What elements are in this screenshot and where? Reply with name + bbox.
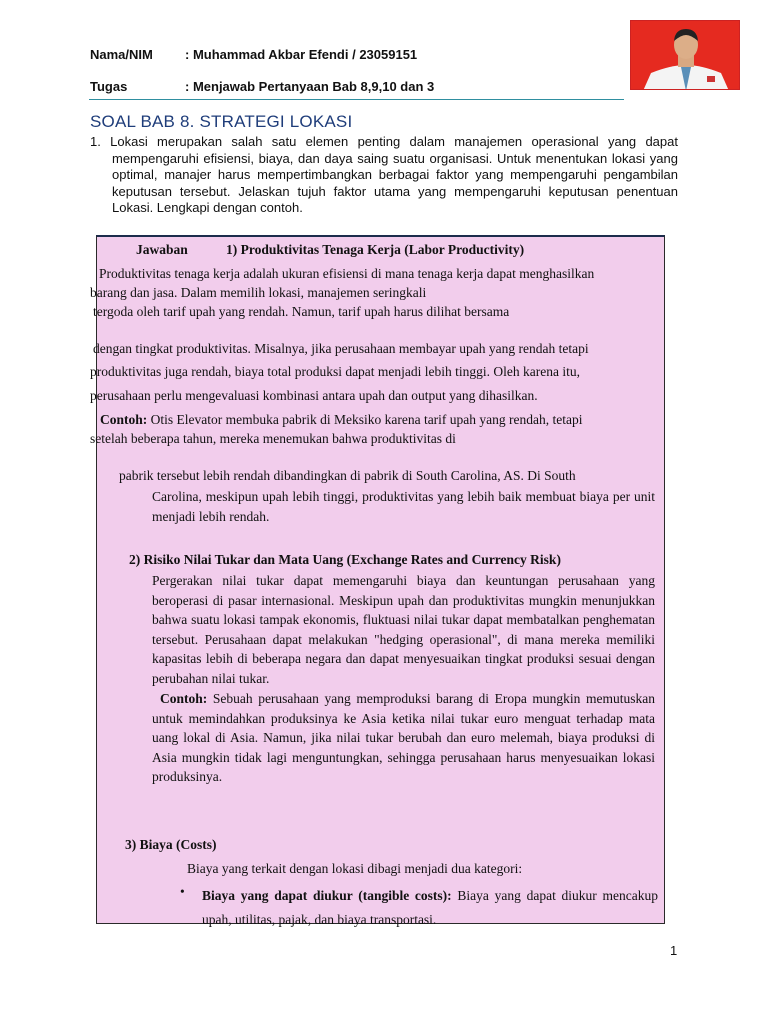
f1-example-cont-first: pabrik tersebut lebih rendah dibandingkan di pabrik di South Carolina, AS. Di South — [119, 468, 576, 483]
f2-example — [152, 689, 655, 787]
f1-line6: perusahaan perlu mengevaluasi kombinasi antara upah dan output yang dihasilkan. — [90, 388, 538, 403]
f2-example-text: Sebuah perusahaan yang memproduksi barang di Eropa mungkin memutuskan untuk memindahkan produksinya ke Asia ketika nilai tukar euro menguat terhadap mata uang lokal di Asia. Namun, jika nilai tukar berubah dan euro melemah, biaya produksi di Asia mungkin tidak lagi menguntungkan, sehingga perusahaan harus menyesuaikan lokasi produksinya. — [152, 691, 655, 784]
question-number: 1. — [90, 134, 101, 149]
f1-example-text1: Otis Elevator membuka pabrik di Meksiko karena tarif upah yang rendah, tetapi — [150, 412, 583, 427]
answer-label: Jawaban — [136, 242, 188, 257]
f1-example-label: Contoh: — [100, 412, 148, 427]
section-title: SOAL BAB 8. STRATEGI LOKASI — [90, 112, 353, 131]
f1-example-line2: setelah beberapa tahun, mereka menemukan bahwa produktivitas di — [90, 431, 456, 446]
f1-line3: tergoda oleh tarif upah yang rendah. Namun, tarif upah harus dilihat bersama — [93, 304, 510, 319]
name-label: Nama/NIM — [90, 47, 153, 62]
f1-example-line1 — [100, 412, 583, 428]
student-photo — [630, 20, 740, 90]
factor3-heading: 3) Biaya (Costs) — [125, 837, 217, 852]
f1-example-cont-rest: Carolina, meskipun upah lebih tinggi, produktivitas yang lebih baik membuat biaya per unit menjadi lebih rendah. — [152, 489, 655, 524]
page-number: 1 — [670, 943, 678, 958]
task-value: : Menjawab Pertanyaan Bab 8,9,10 dan 3 — [185, 79, 435, 94]
f1-line2: barang dan jasa. Dalam memilih lokasi, manajemen seringkali — [90, 285, 427, 300]
f3-intro: Biaya yang terkait dengan lokasi dibagi menjadi dua kategori: — [187, 861, 523, 876]
f1-line1: Produktivitas tenaga kerja adalah ukuran efisiensi di mana tenaga kerja dapat menghasilkan — [99, 266, 595, 281]
factor2-heading: 2) Risiko Nilai Tukar dan Mata Uang (Exchange Rates and Currency Risk) — [129, 552, 561, 567]
f3-bullet-label: Biaya yang dapat diukur (tangible costs): — [202, 888, 452, 903]
factor1-heading: 1) Produktivitas Tenaga Kerja (Labor Productivity) — [226, 242, 525, 257]
f3-bullet-symbol: • — [180, 884, 185, 899]
f1-line4: dengan tingkat produktivitas. Misalnya, jika perusahaan membayar upah yang rendah tetapi — [93, 341, 589, 356]
name-value: : Muhammad Akbar Efendi / 23059151 — [185, 47, 418, 62]
f2-example-label: Contoh: — [160, 691, 208, 706]
f2-text: Pergerakan nilai tukar dapat memengaruhi biaya dan keuntungan perusahaan yang beroperasi di pasar internasional. Meskipun upah dan produktivitas mungkin menunjukkan bahwa suatu lokasi tampak ekonomis, fluktuasi nilai tukar dapat membatalkan penghematan tersebut. Perusahaan dapat melakukan "hedging operasional", di mana mereka memiliki kapasitas lebih di beberapa negara dan dapat menyesuaikan tingkat produksi sesuai dengan perubahan nilai tukar. — [152, 573, 655, 686]
header-divider — [89, 99, 624, 100]
f1-line5: produktivitas juga rendah, biaya total produksi dapat menjadi lebih tinggi. Oleh karena itu, — [90, 364, 581, 379]
task-label: Tugas — [90, 79, 128, 94]
question-text — [90, 134, 678, 217]
f3-bullet — [202, 884, 658, 932]
f3-bullet-text: Biaya yang dapat diukur mencakup upah, utilitas, pajak, dan biaya transportasi. — [202, 888, 658, 927]
question-body: Lokasi merupakan salah satu elemen penting dalam manajemen operasional yang dapat mempengaruhi efisiensi, biaya, dan daya saing suatu organisasi. Untuk menentukan lokasi yang optimal, manajer harus mempertimbangkan berbagai faktor yang mempengaruhi pengambilan keputusan tersebut. Jelaskan tujuh faktor utama yang mempengaruhi keputusan penentuan Lokasi. Lengkapi dengan contoh. — [110, 134, 678, 215]
